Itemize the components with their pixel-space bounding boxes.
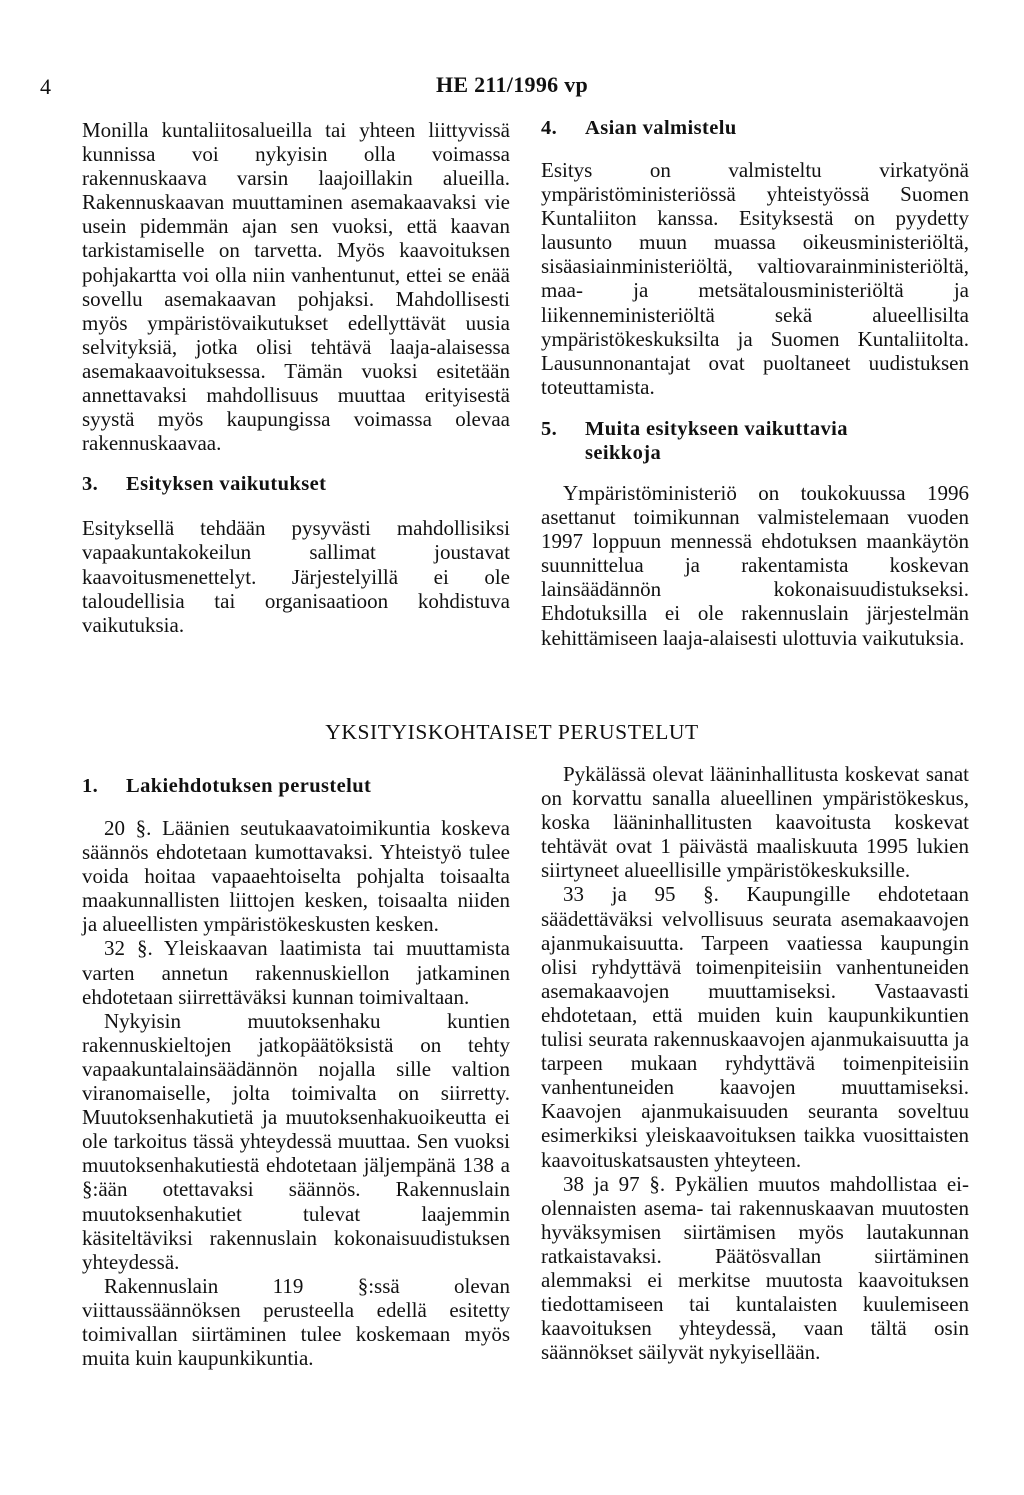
- section-5-title: Muita esitykseen vaikuttavia seikkoja: [585, 417, 848, 464]
- main-heading: YKSITYISKOHTAISET PERUSTELUT: [325, 720, 699, 744]
- paragraph-20: 20 §. Läänien seutukaavatoimikuntia koskeva säännös ehdotetaan kumottavaksi. Yhteistyö tulee voida hoitaa vapaaehtoiselta pohjalta toisaalta maakunnallisten liittojen kesken, toisaalta niiden ja alueellisten ympäristökeskusten kesken.: [82, 816, 510, 937]
- section-1-title: Lakiehdotuksen perustelut: [126, 775, 372, 797]
- section-4-number: 4.: [541, 117, 558, 139]
- section-5-heading: [541, 417, 969, 465]
- section-3-paragraph: Esityksellä tehdään pysyvästi mahdollisiksi vapaakuntakokeilun sallimat joustavat kaavoitusmenettelyt. Järjestelyillä ei ole taloudellisia tai organisaatioon kohdistuva vaikutuksia.: [82, 516, 510, 637]
- bottom-left-column: [82, 774, 510, 1370]
- section-3-heading: [82, 472, 510, 496]
- section-3-title: Esityksen vaikutukset: [126, 473, 327, 496]
- bottom-right-column: [541, 762, 969, 1364]
- section-4-title: Asian valmistelu: [585, 117, 737, 139]
- paragraph-muutoksenhaku: Nykyisin muutoksenhaku kuntien rakennuskieltojen jatkopäätöksistä on tehty vapaakuntalainsäädännön nojalla sille valtion viranomaiselle, jolta toimivalta on siirretty. Muutoksenhakutietä ja muutoksenhakuoikeutta ei ole tarkoitus tässä yhteydessä muuttaa. Sen vuoksi muutoksenhakutiestä ehdotetaan jäljempänä 138 a §:ään otettavaksi säännös. Rakennuslain muutoksenhakutiet tulevat laajemmin käsiteltäviksi rakennuslain kokonaisuudistuksen yhteydessä.: [82, 1008, 510, 1274]
- top-left-column: [82, 118, 510, 637]
- running-title: HE 211/1996 vp: [435, 72, 589, 97]
- paragraph-lääninhallitus: Pykälässä olevat lääninhallitusta koskevat sanat on korvattu sanalla alueellinen ympäristökeskus, koska lääninhallitusten kaavoitusta koskevat tehtävät ovat 1 päivästä maaliskuuta 1995 lukien siirtyneet alueellisille ympäristökeskuksille.: [541, 762, 969, 883]
- section-1-number: 1.: [82, 775, 99, 797]
- page-number: 4: [40, 74, 51, 99]
- section-3-number: 3.: [82, 473, 99, 496]
- section-1-heading: [82, 774, 510, 798]
- paragraph-33-95: 33 ja 95 §. Kaupungille ehdotetaan säädettäväksi velvollisuus seurata asemakaavojen ajanmukaisuutta. Tarpeen vaatiessa kaupungin olisi ryhdyttävä toimenpiteisiin vanhentuneiden asemakaavojen muuttamiseksi. Vastaavasti ehdotetaan, että muiden kuin kaupunkikuntien tulisi seurata rakennuskaavojen ajanmukaisuutta ja tarpeen mukaan ryhdyttävä toimenpiteisiin vanhentuneiden kaavojen muuttamiseksi. Kaavojen ajanmukaisuuden seuranta soveltuu esimerkiksi yleiskaavoituksen taikka vuosittaisten kaavoituskatsausten yhteyteen.: [541, 882, 969, 1172]
- section-5-number: 5.: [541, 417, 558, 440]
- section-4-paragraph: Esitys on valmisteltu virkatyönä ympäristöministeriössä yhteistyössä Suomen Kuntaliiton kanssa. Esityksestä on pyydetty lausunto muun muassa oikeusministeriöltä, sisäasiainministeriöltä, valtiovarainministeriöltä, maa- ja metsätalousministeriöltä ja liikenneministeriöltä sekä alueellisilta ympäristökeskuksilta ja Suomen Kuntaliitolta. Lausunnonantajat ovat puoltaneet uudistuksen toteuttamista.: [541, 158, 969, 399]
- paragraph-32: 32 §. Yleiskaavan laatimista tai muuttamista varten annetun rakennuskiellon jatkaminen ehdotetaan siirrettäväksi kunnan toimivaltaan.: [82, 936, 510, 1009]
- intro-paragraph: Monilla kuntaliitosalueilla tai yhteen liittyvissä kunnissa voi nykyisin olla voimassa rakennuskaava varsin laajoillakin alueilla. Rakennuskaavan muuttaminen asemakaavaksi vie usein pidemmän ajan sen vuoksi, että kaavan tarkistamiselle on tarvetta. Myös kaavoituksen pohjakartta voi olla niin vanhentunut, ettei se enää sovellu asemakaavan pohjaksi. Mahdollisesti myös ympäristövaikutukset edellyttävät uusia selvityksiä, jotka olisi tehtävä laaja-alaisessa asemakaavoituksessa. Tämän vuoksi esitetään annettavaksi mahdollisuus muuttaa erityisestä syystä myös kaupungissa voimassa olevaa rakennuskaavaa.: [82, 118, 510, 456]
- paragraph-119: Rakennuslain 119 §:ssä olevan viittaussäännöksen perusteella edellä esitetty toimivallan siirtäminen tulee koskemaan myös muita kuin kaupunkikuntia.: [82, 1273, 510, 1371]
- top-right-column: [541, 116, 969, 650]
- paragraph-38-97: 38 ja 97 §. Pykälien muutos mahdollistaa ei-olennaisten asema- tai rakennuskaavan muutosten hyväksymisen siirtämisen myös lautakunnan ratkaistavaksi. Päätösvallan siirtäminen alemmaksi ei merkitse muutosta kaavoituksen tiedottamiseen tai kuntalaisten kuulemiseen kaavoituksen yhteydessä, vaan tältä osin säännökset säilyvät nykyisellään.: [541, 1171, 969, 1365]
- section-5-paragraph: Ympäristöministeriö on toukokuussa 1996 asettanut toimikunnan valmistelemaan vuoden 1997 loppuun mennessä ehdotuksen maankäytön suunnittelua ja rakentamista koskevan lainsäädännön kokonaisuudistukseksi. Ehdotuksilla ei ole rakennuslain järjestelmän kehittämiseen laaja-alaisesti ulottuvia vaikutuksia.: [541, 480, 969, 650]
- section-4-heading: [541, 116, 969, 140]
